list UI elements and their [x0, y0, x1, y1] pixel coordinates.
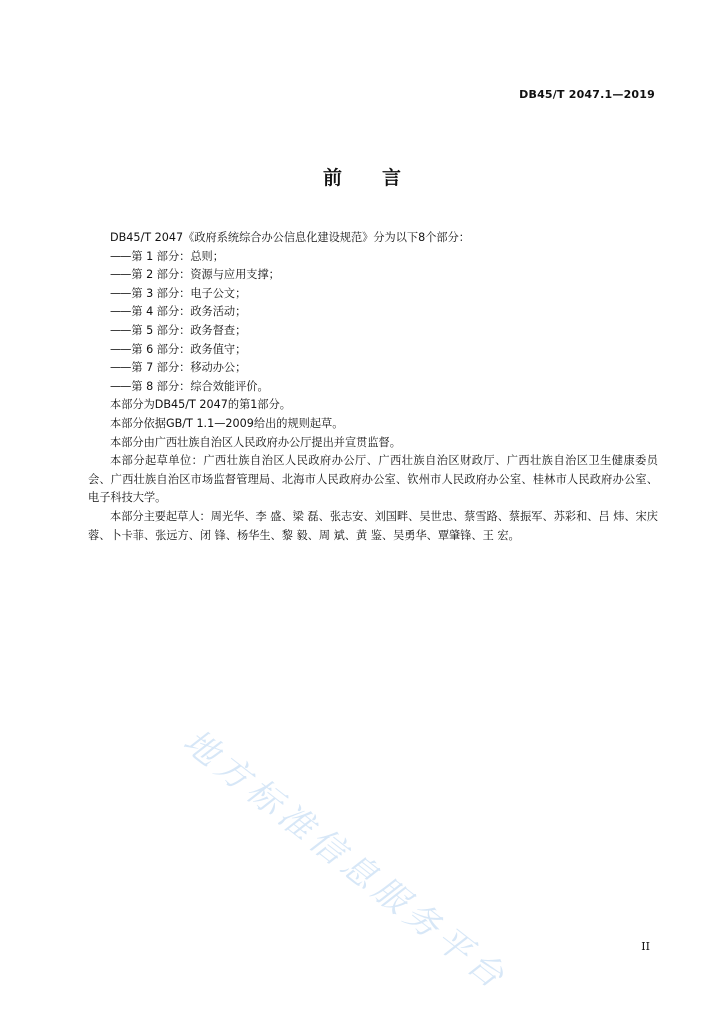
list-dash: —— — [110, 268, 131, 282]
part-item-text: 第 8 部分：综合效能评价。 — [131, 379, 269, 393]
list-dash: —— — [110, 342, 131, 356]
list-dash: —— — [110, 323, 131, 337]
list-dash: —— — [110, 305, 131, 319]
drafting-rule-statement: 本部分依据GB/T 1.1—2009给出的规则起草。 — [110, 416, 344, 430]
drafting-units-paragraph: 本部分起草单位：广西壮族自治区人民政府办公厅、广西壮族自治区财政厅、广西壮族自治区卫生健康委员会、广西壮族自治区市场监督管理局、北海市人民政府办公室、钦州市人民政府办公室、桂林市人民政府办公室、电子科技大学。 — [88, 454, 658, 505]
part-list-item — [88, 378, 658, 397]
part-statement: 本部分为DB45/T 2047的第1部分。 — [110, 398, 291, 412]
part-item-text: 第 5 部分：政务督查； — [131, 323, 247, 337]
drafters-paragraph: 本部分主要起草人：周光华、李 盛、梁 磊、张志安、刘国畔、吴世忠、蔡雪路、蔡振军、苏彩和、吕 炜、宋庆蓉、卜卡菲、张远方、闭 锋、杨华生、黎 毅、周 斌、黄 鉴、吴勇华、覃肇锋、王 宏。 — [88, 509, 658, 542]
part-list-item — [88, 341, 658, 360]
list-dash: —— — [110, 379, 131, 393]
part-item-text: 第 2 部分：资源与应用支撑； — [131, 268, 280, 282]
part-item-text: 第 4 部分：政务活动； — [131, 305, 247, 319]
part-list-item — [88, 266, 658, 285]
list-dash: —— — [110, 286, 131, 300]
watermark-text: 地方标准信息服务平台 — [175, 721, 516, 1000]
foreword-body — [88, 229, 658, 545]
list-dash: —— — [110, 249, 131, 263]
document-code-header: DB45/T 2047.1—2019 — [519, 88, 655, 101]
part-item-text: 第 3 部分：电子公文； — [131, 286, 247, 300]
page-number: II — [641, 940, 650, 953]
intro-paragraph: DB45/T 2047《政府系统综合办公信息化建设规范》分为以下8个部分： — [110, 231, 470, 244]
part-item-text: 第 6 部分：政务值守； — [131, 342, 247, 356]
part-list-item — [88, 248, 658, 267]
part-list-item — [88, 303, 658, 322]
part-list-item — [88, 359, 658, 378]
section-title — [0, 163, 724, 190]
section-title-char-2: 言 — [382, 167, 402, 189]
list-dash: —— — [110, 361, 131, 375]
part-list-item — [88, 322, 658, 341]
part-item-text: 第 7 部分：移动办公； — [131, 361, 247, 375]
proposer-statement: 本部分由广西壮族自治区人民政府办公厅提出并宣贯监督。 — [110, 435, 401, 449]
part-list-item — [88, 285, 658, 304]
section-title-char-1: 前 — [322, 167, 342, 189]
part-item-text: 第 1 部分：总则； — [131, 249, 224, 263]
